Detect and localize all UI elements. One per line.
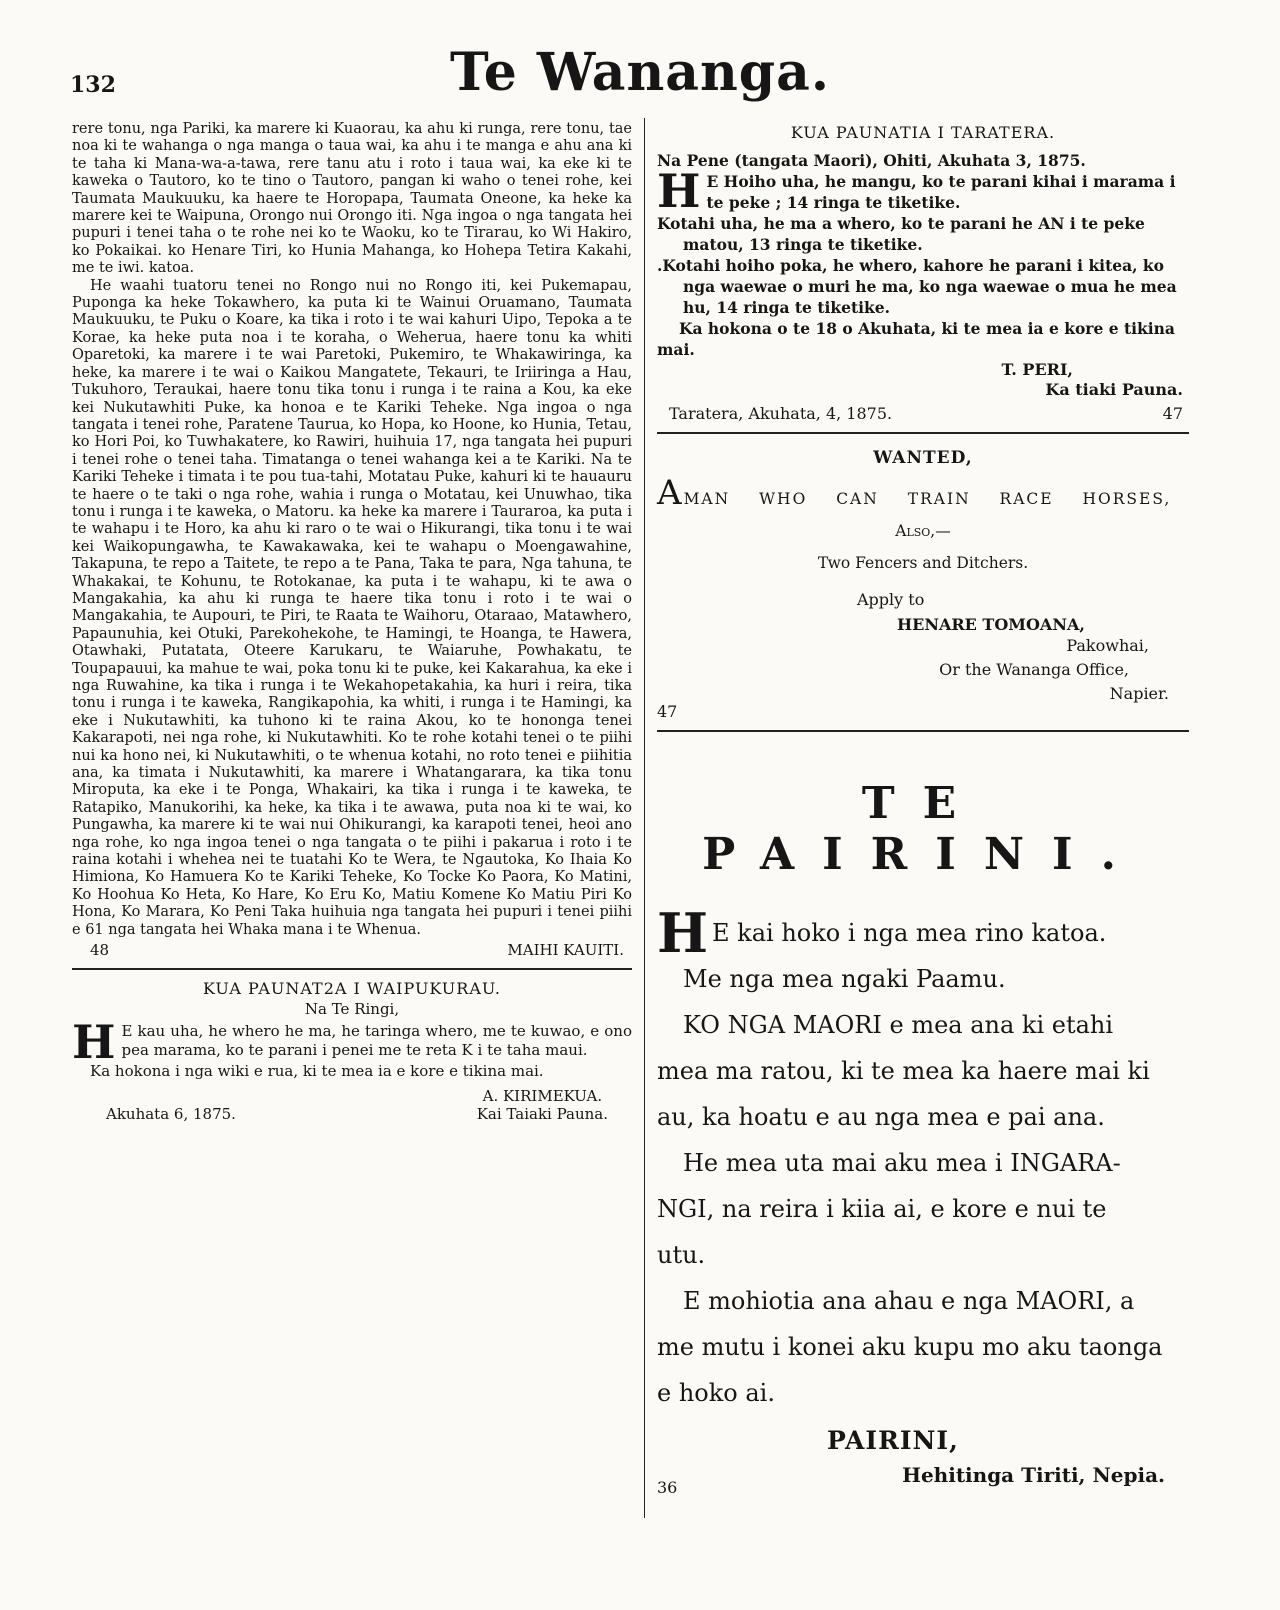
section-rule (657, 730, 1189, 732)
drop-cap: H (72, 1015, 116, 1070)
page-title: Te Wananga. (450, 42, 830, 103)
ad-number: 36 (657, 1478, 678, 1497)
taratera-signature-block (657, 360, 1189, 400)
section-rule (657, 432, 1189, 434)
drop-cap: H (657, 164, 701, 218)
pairini-line6: He mea uta mai aku mea i INGARA- (683, 1149, 1121, 1177)
notice-byline: Na Te Ringi, (304, 1000, 400, 1019)
pairini-line10: me mutu i konei aku kupu mo aku taonga (657, 1333, 1163, 1361)
taratera-item1: E Hoiho uha, he mangu, ko te parani kihai i marama i te peke ; 14 ringa te tiketike. (706, 172, 1176, 212)
taratera-signature-title: Ka tiaki Pauna. (1045, 380, 1183, 399)
pairini-line5: au, ka hoatu e au nga mea e pai ana. (657, 1103, 1105, 1131)
taratera-item2: Kotahi uha, he ma a whero, ko te parani he AN i te peke matou, 13 ringa te tiketike. (657, 214, 1145, 254)
notice-signature-title: Kai Taiaki Pauna. (476, 1105, 608, 1124)
masthead (0, 42, 1280, 112)
taratera-item1-block (657, 164, 1189, 218)
taratera-item4: Ka hokona o te 18 o Akuhata, ki te mea ia e kore e tikina mai. (657, 319, 1175, 359)
left-column (72, 121, 632, 1123)
pairini-line8: utu. (657, 1241, 706, 1269)
wanted-also: Also,— (895, 522, 951, 540)
section-rule (72, 968, 632, 970)
taratera-heading: KUA PAUNATIA I TARATERA. (790, 123, 1056, 142)
page-number: 132 (70, 72, 116, 98)
boundary-paragraph-1: rere tonu, nga Pariki, ka marere ki Kuaorau, ka ahu ki runga, rere tonu, tae noa ki te wahanga o nga manga o taua wai, ka ahu i te manga e ahu ana ki te taha ki Mana-wa-a-tawa, rere tanu atu i roto i taua wai, ka eke ki te kaweka o Tautoro, ko te tino o Tautoro, pangan ki waho o tenei rohe, kei Taumata Maukuuku, ka haere te Horopapa, Taumata Oneone, ka heke ka marere kei te Waipuna, Orongo nui Orongo iti. Nga ingoa o nga tangata hei pupuri i tenei taha o te rohe nei ko te Waoku, ko te Tirarau, ko Wi Hakiro, ko Pokaikai. ko Henare Tiri, ko Hunia Mahanga, ko Hohepa Tetira Kakahi, me te iwi. katoa. (72, 121, 632, 277)
pairini-line2: Me nga mea ngaki Paamu. (683, 965, 1006, 993)
pairini-signature: PAIRINI, (827, 1426, 959, 1455)
taratera-line1: Na Pene (tangata Maori), Ohiti, Akuhata 3, 1875. (657, 151, 1086, 170)
taratera-notice (657, 123, 1189, 423)
notice-body-2: Ka hokona i nga wiki e rua, ki te mea ia e kore e tikina mai. (90, 1062, 544, 1081)
taratera-date: Taratera, Akuhata, 4, 1875. (669, 404, 893, 423)
pairini-title: TE PAIRINI. (702, 778, 1144, 880)
taratera-signature: T. PERI, (1001, 360, 1073, 379)
pairini-line1-block (657, 901, 1189, 965)
right-column (657, 123, 1189, 1487)
boundary-paragraph-2: He waahi tuatoru tenei no Rongo nui no Rongo iti, kei Pukemapau, Puponga ka heke Tokawhero, ka puta ki te Wainui Oruamano, Taumata Maukuuku, te Puku o Koare, ka tika i roto i te wai kahuri Uipo, Tepoka a te Korae, ka heke puta noa i te koraha, o Weherua, haere tonu ka whiti Oparetoki, ka marere i te wai Paretoki, Pukemiro, te Whakawiringa, ka heke, ka marere i te wai o Kaikou Mangatete, Tekauri, te Iriiringa a Hau, Tukuhoro, Teraukai, haere tonu tika tonu i runga i te raina a Kou, ka eke kei Nukutawhiti Puke, ka honoa e te Kariki Teheke. Nga ingoa o nga tangata i tenei rohe, Paratene Taurua, ko Hopa, ko Hoone, ko Hunia, Tetau, ko Hori Poi, ko Tuwhakatere, ko Rawiri, huihuia 17, nga tangata hei pupuri i tenei rohe o tenei taha. Timatanga o tenei wahanga kei a te Kariki. Na te Kariki Teheke i timata i te pou tua-tahi, Motatau Puke, kahuri ki te hauauru te haere o te taki o nga rohe, wahia i runga o Motatau, kei Unuwhao, tika tonu i runga i te kaweka, o Matoru. ka heke ka marere i Tauraroa, ka puta i te wahapu i te Horo, ka ahu ki raro o te wai o Hikurangi, tika tonu i te wai kei Waikopungawha, te Kawakawaka, kei te wahapu o Moengawahine, Takapuna, te repo a Taitete, te repo a te Pana, Taka te para, Nga tahuna, te Whakakai, te Kohunu, te Rotokanae, ka puta i te wahapu, ki te awa o Mangakahia, ka ahu ki runga te haere tika tonu i roto i te wai o Mangakahia, te Aupouri, te Piri, te Raata te Waihoru, Otaraao, Matawhero, Papaunuhia, kei Otuki, Parekohekohe, te Hamingi, te Hoanga, te Hawera, Otawhaki, Putatata, Oteere Karukaru, te Waiaruhe, Powhakatu, te Toupapauui, ka mahue te wai, poka tonu ki te puke, kei Kakarahua, ka eke i nga Ruwahine, ka tika i runga i te Wekahopetakahia, ka huri i reira, tika tonu i runga i te kaweka, Rangikapohia, ka whiti, i runga i te Hamingi, ka eke i Nukutawhiti, ka tuhono ki te raina Akou, ko te hononga tenei Kakarapoti, nei nga rohe, ki Nukutawhiti. Ko te rohe kotahi tenei o te piihi nui ka hono nei, ki Nukutawhiti, o te whenua kotahi, no roto tenei e piihitia ana, ka timata i Nukutawhiti, ka marere i Whatangarara, ka tika tonu Miroputa, ka eke i te Ponga, Whakairi, ka tika i runga i te kaweka, te Ratapiko, Manukorihi, ka heke, ka tika i te awawa, puta noa ki te wai, ko Pungawha, ka marere ki te wai nui Ohikurangi, ka karapoti tenei, heoi ano nga rohe, ko nga ingoa tenei o nga tangata o te piihi i pakarua i roto i te raina kotahi i whehea nei te tuatahi Ko te Wera, te Ngautoka, Ko Ihaia Ko Himiona, Ko Hamuera Ko te Kariki Teheke, Ko Tocke Ko Paora, Ko Matini, Ko Hoohua Ko Heta, Ko Hare, Ko Eru Ko, Matiu Komene Ko Matiu Piri Ko Hona, Ko Marara, Ko Peni Taka huihuia nga tangata hei pupuri i tenei piihi e 61 nga tangata hei Whaka mana i te Whenua. (72, 277, 632, 938)
wanted-ad (657, 448, 1189, 721)
pairini-line7: NGI, na reira i kiia ai, e kore e nui te (657, 1195, 1107, 1223)
notice-body-block (72, 1015, 632, 1070)
pairini-line9: E mohiotia ana ahau e nga MAORI, a (683, 1287, 1135, 1315)
contact-alt: Or the Wananga Office, (939, 660, 1129, 679)
waipukurau-notice (72, 979, 632, 1123)
signature: MAIHI KAUITI. (507, 941, 624, 960)
notice-body: E kau uha, he whero he ma, he taringa whero, me te kuwao, e ono pea marama, ko te parani i penei me te reta K i te taha maui. (121, 1022, 632, 1060)
pairini-address: Hehitinga Tiriti, Nepia. (902, 1463, 1165, 1487)
pairini-line1: E kai hoko i nga mea rino katoa. (712, 919, 1107, 947)
wanted-heading: WANTED, (873, 448, 973, 468)
pairini-line11: e hoko ai. (657, 1379, 775, 1407)
pairini-line3: KO NGA MAORI e mea ana ki etahi (683, 1011, 1114, 1039)
ad-number: 48 (90, 941, 110, 960)
contact-name: HENARE TOMOANA, (897, 615, 1085, 634)
drop-cap: H (657, 901, 709, 965)
notice-signature-row (72, 1087, 632, 1123)
pairini-ad (657, 778, 1189, 1487)
contact-city: Napier. (1109, 684, 1169, 703)
wanted-line (657, 473, 1189, 513)
notice-signature: A. KIRIMEKUA. (482, 1087, 603, 1106)
taratera-date-row (657, 404, 1189, 423)
column-divider (644, 118, 645, 1518)
wanted-line2: Two Fencers and Ditchers. (817, 554, 1029, 572)
taratera-item3: .Kotahi hoiho poka, he whero, kahore he parani i kitea, ko nga waewae o muri he ma, ko nga waewae o mua he mea hu, 14 ringa te tiketike. (657, 256, 1177, 317)
wanted-line1: MAN WHO CAN TRAIN RACE HORSES, (683, 490, 1172, 508)
ad-number: 47 (1162, 404, 1183, 423)
notice-heading: KUA PAUNAT2A I WAIPUKURAU. (203, 979, 501, 999)
notice-signature-block (477, 1087, 608, 1123)
drop-cap: A (657, 473, 682, 513)
contact-place: Pakowhai, (1066, 636, 1149, 655)
notice-date: Akuhata 6, 1875. (106, 1105, 236, 1124)
main-signature-row (72, 941, 632, 959)
ad-number: 47 (657, 702, 678, 721)
pairini-line4: mea ma ratou, ki te mea ka haere mai ki (657, 1057, 1150, 1085)
wanted-apply: Apply to (857, 590, 925, 609)
